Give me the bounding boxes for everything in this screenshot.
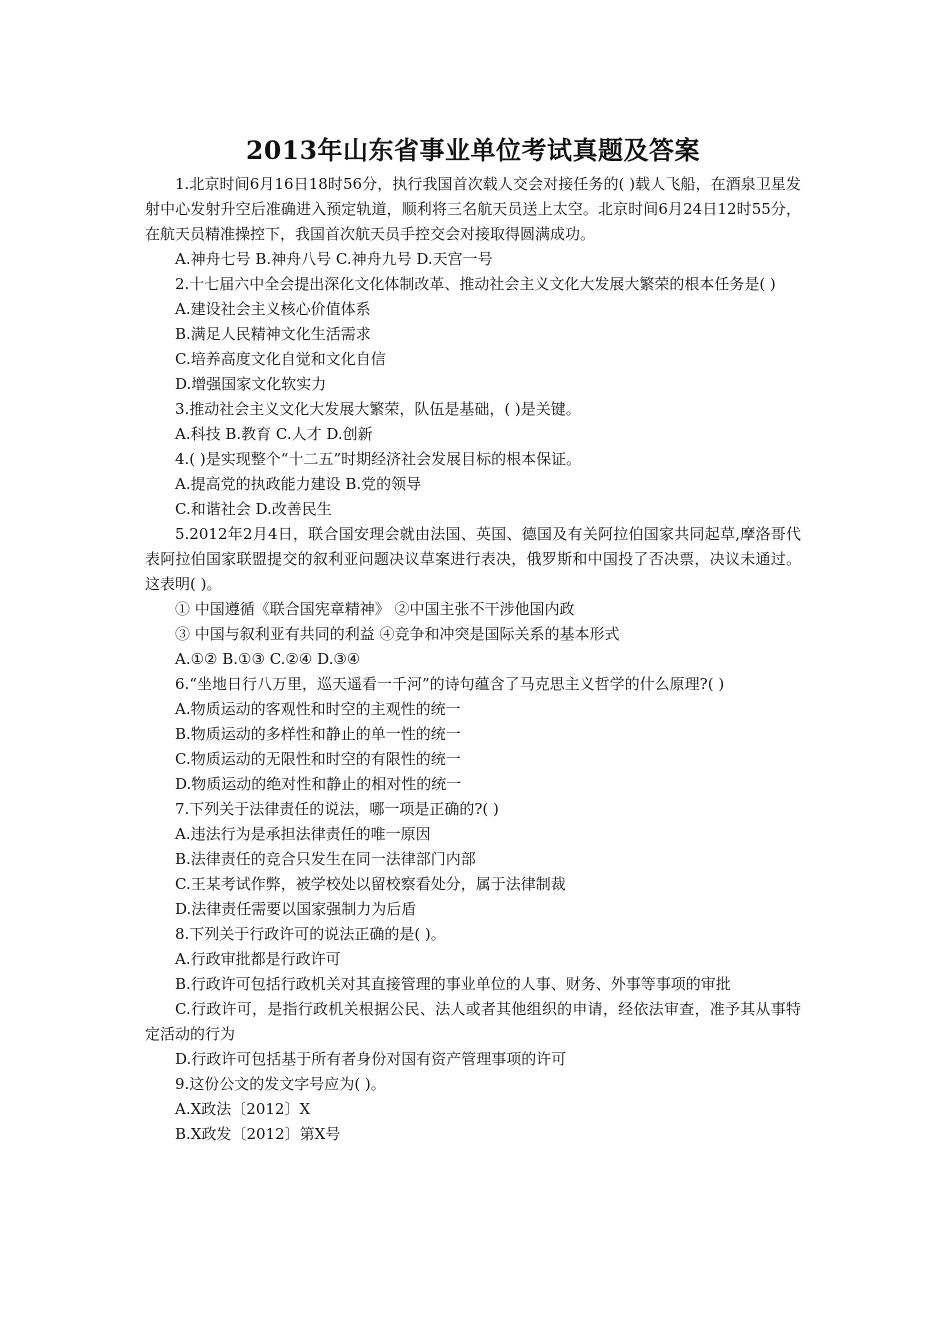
document-page: [145, 132, 801, 1147]
question-paragraph: 1.北京时间6月16日18时56分，执行我国首次载人交会对接任务的( )载人飞船，在酒泉卫星发射中心发射升空后准确进入预定轨道，顺利将三名航天员送上太空。北京时间6月24日12时55分，在航天员精准操控下，我国首次航天员手控交会对接取得圆满成功。: [145, 175, 801, 243]
answer-option: A.行政审批都是行政许可: [175, 950, 341, 968]
answer-option: C.和谐社会 D.改善民生: [175, 500, 332, 518]
answer-option: C.培养高度文化自觉和文化自信: [175, 350, 386, 368]
answer-option: C.王某考试作弊，被学校处以留校察看处分，属于法律制裁: [175, 875, 566, 893]
answer-option: B.行政许可包括行政机关对其直接管理的事业单位的人事、财务、外事等事项的审批: [175, 975, 731, 993]
question-paragraph: 6.“坐地日行八万里，巡天遥看一千河”的诗句蕴含了马克思主义哲学的什么原理?( ): [175, 675, 725, 693]
document-body: [145, 172, 801, 1147]
answer-option: A.X政法〔2012〕X: [175, 1100, 311, 1118]
answer-option: ③ 中国与叙利亚有共同的利益 ④竞争和冲突是国际关系的基本形式: [175, 625, 620, 643]
question-paragraph: 9.这份公文的发文字号应为( )。: [175, 1075, 386, 1093]
answer-option: A.违法行为是承担法律责任的唯一原因: [175, 825, 431, 843]
answer-option: A.物质运动的客观性和时空的主观性的统一: [175, 700, 461, 718]
answer-option: D.增强国家文化软实力: [175, 375, 327, 393]
answer-option: A.提高党的执政能力建设 B.党的领导: [175, 475, 422, 493]
answer-option: B.满足人民精神文化生活需求: [175, 325, 371, 343]
answer-option: ① 中国遵循《联合国宪章精神》 ②中国主张不干涉他国内政: [175, 600, 575, 618]
answer-option: A.①② B.①③ C.②④ D.③④: [175, 650, 361, 668]
question-paragraph: 4.( )是实现整个“十二五”时期经济社会发展目标的根本保证。: [175, 450, 582, 468]
question-paragraph: 5.2012年2月4日，联合国安理会就由法国、英国、德国及有关阿拉伯国家共同起草,摩洛哥代表阿拉伯国家联盟提交的叙利亚问题决议草案进行表决，俄罗斯和中国投了否决票，决议未通过。这表明( )。: [145, 525, 801, 593]
answer-option: D.法律责任需要以国家强制力为后盾: [175, 900, 417, 918]
question-paragraph: C.行政许可，是指行政机关根据公民、法人或者其他组织的申请，经依法审查，准予其从事特定活动的行为: [145, 1000, 801, 1043]
question-paragraph: 7.下列关于法律责任的说法，哪一项是正确的?( ): [175, 800, 499, 818]
answer-option: D.行政许可包括基于所有者身份对国有资产管理事项的许可: [175, 1050, 567, 1068]
answer-option: A.科技 B.教育 C.人才 D.创新: [175, 425, 373, 443]
answer-option: B.法律责任的竞合只发生在同一法律部门内部: [175, 850, 476, 868]
answer-option: C.物质运动的无限性和时空的有限性的统一: [175, 750, 461, 768]
answer-option: A.神舟七号 B.神舟八号 C.神舟九号 D.天宫一号: [175, 250, 493, 268]
question-paragraph: 8.下列关于行政许可的说法正确的是( )。: [175, 925, 446, 943]
answer-option: A.建设社会主义核心价值体系: [175, 300, 371, 318]
question-paragraph: 2.十七届六中全会提出深化文化体制改革、推动社会主义文化大发展大繁荣的根本任务是( ): [175, 275, 776, 293]
answer-option: B.物质运动的多样性和静止的单一性的统一: [175, 725, 461, 743]
answer-option: B.X政发〔2012〕第X号: [175, 1125, 341, 1143]
answer-option: D.物质运动的绝对性和静止的相对性的统一: [175, 775, 462, 793]
page-title: 2013年山东省事业单位考试真题及答案: [245, 136, 701, 165]
question-paragraph: 3.推动社会主义文化大发展大繁荣，队伍是基础，( )是关键。: [175, 400, 581, 418]
